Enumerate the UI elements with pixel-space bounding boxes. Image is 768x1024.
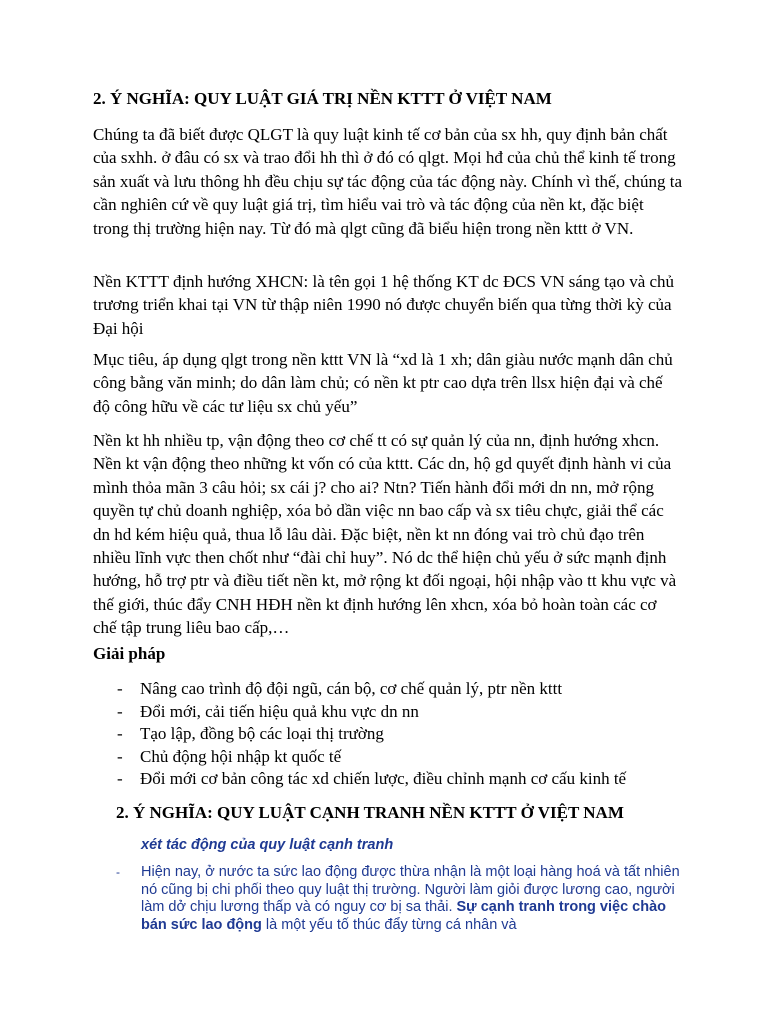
list-item xyxy=(93,768,693,791)
solutions-heading: Giải pháp xyxy=(93,644,166,663)
list-bullet: - xyxy=(117,724,123,744)
paragraph-economy: Nền kt hh nhiều tp, vận động theo cơ chế tt có sự quản lý của nn, định hướng xhcn. Nền kt vận động theo những kt vốn có của kttt. Các dn, hộ gd quyết định hành vi của mình thỏa mãn 3 câu hỏi; sx cái j? cho ai? Ntn? Tiến hành đổi mới dn nn, mở rộng quyền tự chủ doanh nghiệp, xóa bỏ dần việc nn bao cấp và sx tiêu chực, giải thể các dn hd kém hiệu quả, thua lỗ lâu dài. Đặc biệt, nền kt nn đóng vai trò chủ đạo trên nhiều lĩnh vực then chốt như “đài chỉ huy”. Nó dc thể hiện chủ yếu ở sức mạnh định hướng, hỗ trợ ptr và điều tiết nền kt, mở rộng kt đối ngoại, hội nhập vào tt khu vực và thế giới, thúc đẩy CNH HĐH nền kt định hướng lên xhcn, xóa bỏ hoàn toàn các cơ chế tập trung liêu bao cấp,… xyxy=(93,431,677,638)
list-item xyxy=(93,746,693,769)
competition-text-part-2: là một yếu tố thúc đẩy từng cá nhân và xyxy=(261,916,517,933)
competition-text-part-1: Hiện nay, ở nước ta sức lao động được thừa nhận là một loại hàng hoá và tất nhiên nó cũng bị chi phối theo quy luật thị trường. Người làm giỏi được lương cao, người làm dở chịu lương thấp và có nguy cơ bị sa thải. xyxy=(141,864,680,915)
list-item-text: Nâng cao trình độ đội ngũ, cán bộ, cơ chế quản lý, ptr nền kttt xyxy=(140,679,563,698)
list-item-text: Đổi mới, cải tiến hiệu quả khu vực dn nn xyxy=(140,701,419,721)
section-1-heading: 2. Ý NGHĨA: QUY LUẬT GIÁ TRỊ NỀN KTTT Ở VIỆT NAM xyxy=(93,89,552,108)
paragraph-intro: Chúng ta đã biết được QLGT là quy luật kinh tế cơ bản của sx hh, quy định bản chất của sxhh. ở đâu có sx và trao đổi hh thì ở đó có qlgt. Mọi hđ của chủ thể kinh tế trong sản xuất và lưu thông hh đều chịu sự tác động của tác động này. Chính vì thế, chúng ta cần nghiên cứ về quy luật giá trị, tìm hiểu vai trò và tác động của nền kt, đặc biệt trong thị trường hiện nay. Từ đó mà qlgt cũng đã biểu hiện trong nền kttt ở VN. xyxy=(93,125,683,238)
list-item-text: Đổi mới cơ bản công tác xd chiến lược, điều chỉnh mạnh cơ cấu kinh tế xyxy=(140,769,627,789)
competition-text xyxy=(141,864,686,934)
list-bullet: - xyxy=(117,769,123,789)
competition-list-item xyxy=(116,864,686,934)
competition-subheading: xét tác động của quy luật cạnh tranh xyxy=(141,837,394,853)
list-item xyxy=(93,701,693,724)
list-bullet: - xyxy=(117,679,123,698)
list-item xyxy=(93,723,693,746)
paragraph-definition: Nền KTTT định hướng XHCN: là tên gọi 1 hệ thống KT dc ĐCS VN sáng tạo và chủ trương triển khai tại VN từ thập niên 1990 nó được chuyển biến qua từng thời kỳ của Đại hội xyxy=(93,272,675,338)
list-bullet: - xyxy=(116,865,120,879)
list-item-text: Chủ động hội nhập kt quốc tế xyxy=(140,746,342,766)
paragraph-goal: Mục tiêu, áp dụng qlgt trong nền kttt VN là “xd là 1 xh; dân giàu nước mạnh dân chủ công bằng văn minh; do dân làm chủ; có nền kt ptr cao dựa trên llsx hiện đại và chế độ công hữu về các tư liệu sx chủ yếu” xyxy=(93,350,673,416)
section-2-heading: 2. Ý NGHĨA: QUY LUẬT CẠNH TRANH NỀN KTTT Ở VIỆT NAM xyxy=(116,803,624,822)
list-item-text: Tạo lập, đồng bộ các loại thị trường xyxy=(140,724,384,744)
solutions-list xyxy=(93,678,693,791)
list-bullet: - xyxy=(117,701,123,721)
list-bullet: - xyxy=(117,746,123,766)
competition-bold-text: Sự cạnh tranh trong việc chào bán sức lao động xyxy=(141,899,667,933)
list-item xyxy=(93,678,693,701)
